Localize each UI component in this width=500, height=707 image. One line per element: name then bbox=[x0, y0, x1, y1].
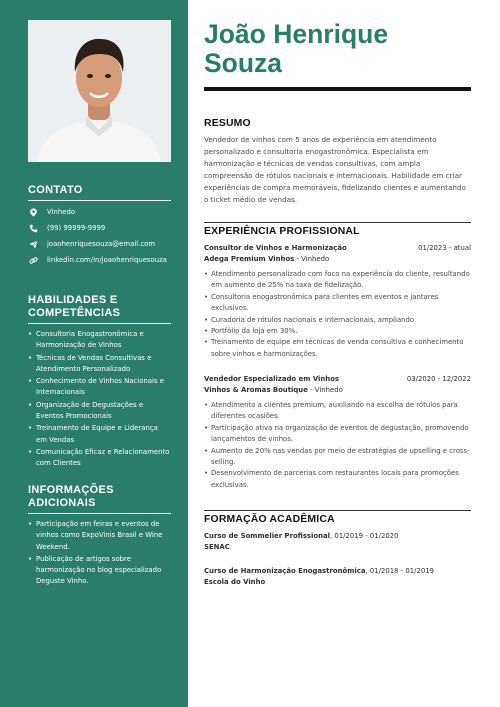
education-school bbox=[204, 541, 471, 553]
education-dates: , 01/2018 - 01/2019 bbox=[365, 567, 434, 575]
contact-linkedin-text[interactable]: linkedin.com/in/joaohenriquesouza bbox=[47, 256, 167, 264]
additional-title: INFORMAÇÕES ADICIONAIS bbox=[28, 484, 171, 514]
sidebar bbox=[0, 0, 188, 707]
skill-item: • Consultoria Enogastronômica e Harmonização de Vinhos bbox=[28, 329, 171, 352]
link-icon bbox=[28, 255, 39, 265]
additional-item: • Participação em feiras e eventos de vinhos como ExpoVinis Brasil e Wine Weekend. bbox=[28, 519, 171, 553]
education-school bbox=[204, 576, 471, 588]
contact-section bbox=[28, 184, 171, 265]
job-bullet: • Curadoria de rótulos nacionais e internacionais, ampliando bbox=[204, 315, 471, 326]
skills-list bbox=[28, 329, 171, 470]
additional-list bbox=[28, 519, 171, 588]
contact-phone bbox=[28, 223, 171, 233]
education-school-name: SENAC bbox=[204, 543, 230, 551]
job-location: - Vinhedo bbox=[307, 386, 343, 394]
job-bullet: • Consultoria enogastronômica para clientes em eventos e jantares exclusivos. bbox=[204, 292, 471, 315]
experience-title: EXPERIÊNCIA PROFISSIONAL bbox=[204, 226, 360, 237]
job-dates: 01/2023 - atual bbox=[418, 244, 471, 252]
job-bullet: • Atendimento a clientes premium, auxiliando na escolha de rótulos para diferentes ocasiões. bbox=[204, 400, 471, 423]
contact-location-text: Vinhedo bbox=[47, 208, 76, 216]
contact-email[interactable] bbox=[28, 239, 171, 249]
skills-title: HABILIDADES E COMPETÊNCIAS bbox=[28, 294, 171, 324]
send-icon bbox=[28, 239, 39, 249]
summary-divider bbox=[204, 222, 471, 223]
job-bullets bbox=[204, 269, 471, 360]
contact-title: CONTATO bbox=[28, 184, 171, 201]
job-bullet: • Atendimento personalizado com foco na experiência do cliente, resultando em aumento de 25% na taxa de fidelização. bbox=[204, 269, 471, 292]
contact-location bbox=[28, 207, 171, 217]
education-school-name: Escola do Vinho bbox=[204, 578, 266, 586]
education-title: FORMAÇÃO ACADÊMICA bbox=[204, 514, 335, 525]
job-bullet: • Portfólio da loja em 30%. bbox=[204, 326, 471, 337]
skills-section bbox=[28, 294, 171, 471]
additional-section bbox=[28, 484, 171, 589]
contact-phone-text: (99) 99999-9999 bbox=[47, 224, 106, 232]
job-company: Vinhos & Aromas Boutique bbox=[204, 386, 308, 394]
profile-photo-illustration bbox=[28, 20, 171, 162]
education-course: Curso de Sommelier Profissional bbox=[204, 532, 331, 540]
skill-item: • Treinamento de Equipe e Liderança em Vendas bbox=[28, 423, 171, 446]
experience-divider bbox=[204, 510, 471, 511]
skill-item: • Conhecimento de Vinhos Nacionais e Internacionais bbox=[28, 376, 171, 399]
summary-text: Vendedor de vinhos com 5 anos de experiência em atendimento personalizado e consultoria enogastronômica. Especialista em harmonização e técnicas de vendas consultivas, com ampla compreensão de rótulos nacionais e internacionais. Habilidade em criar experiências de compra memoráveis, fidelizando clientes e aumentando o ticket médio de vendas. bbox=[204, 135, 466, 204]
job-bullet: • Participação ativa na organização de eventos de degustação, promovendo lançamentos de vinhos. bbox=[204, 423, 471, 446]
last-name: Souza bbox=[204, 48, 283, 78]
job-company-line bbox=[204, 253, 471, 265]
job-role: Vendedor Especializado em Vinhos bbox=[204, 375, 340, 383]
job-bullet: • Aumento de 20% nas vendas por meio de estratégias de upselling e cross-selling. bbox=[204, 446, 471, 469]
summary-title: RESUMO bbox=[204, 118, 251, 129]
skill-item: • Comunicação Eficaz e Relacionamento com Clientes bbox=[28, 447, 171, 470]
job-location: - Vinhedo bbox=[294, 255, 330, 263]
contact-email-text[interactable]: joaohenriquesouza@email.com bbox=[47, 240, 156, 248]
job-bullet: • Treinamento de equipe em técnicas de venda consultiva e conhecimento sobre vinhos e harmonizações. bbox=[204, 337, 471, 360]
location-pin-icon bbox=[28, 207, 39, 217]
additional-item: • Publicação de artigos sobre harmonização no blog especializado Deguste Vinho. bbox=[28, 554, 171, 588]
contact-linkedin[interactable] bbox=[28, 255, 171, 265]
first-name: João Henrique bbox=[204, 19, 389, 49]
job-bullets bbox=[204, 400, 471, 491]
phone-icon bbox=[28, 223, 39, 233]
education-dates: , 01/2019 - 01/2020 bbox=[330, 532, 399, 540]
skill-item: • Técnicas de Vendas Consultivas e Atendimento Personalizado bbox=[28, 353, 171, 376]
job-company: Adega Premium Vinhos bbox=[204, 255, 295, 263]
job-dates: 03/2020 - 12/2022 bbox=[406, 375, 471, 383]
name-divider bbox=[204, 87, 471, 91]
candidate-name bbox=[204, 20, 471, 78]
education-course: Curso de Harmonização Enogastronômica bbox=[204, 567, 366, 575]
job-bullet: • Desenvolvimento de parcerias com restaurantes locais para promoções exclusivas. bbox=[204, 468, 471, 491]
profile-photo bbox=[28, 20, 171, 162]
skill-item: • Organização de Degustações e Eventos Promocionais bbox=[28, 400, 171, 423]
job-role: Consultor de Vinhos e Harmonização bbox=[204, 244, 347, 252]
job-company-line bbox=[204, 384, 471, 396]
